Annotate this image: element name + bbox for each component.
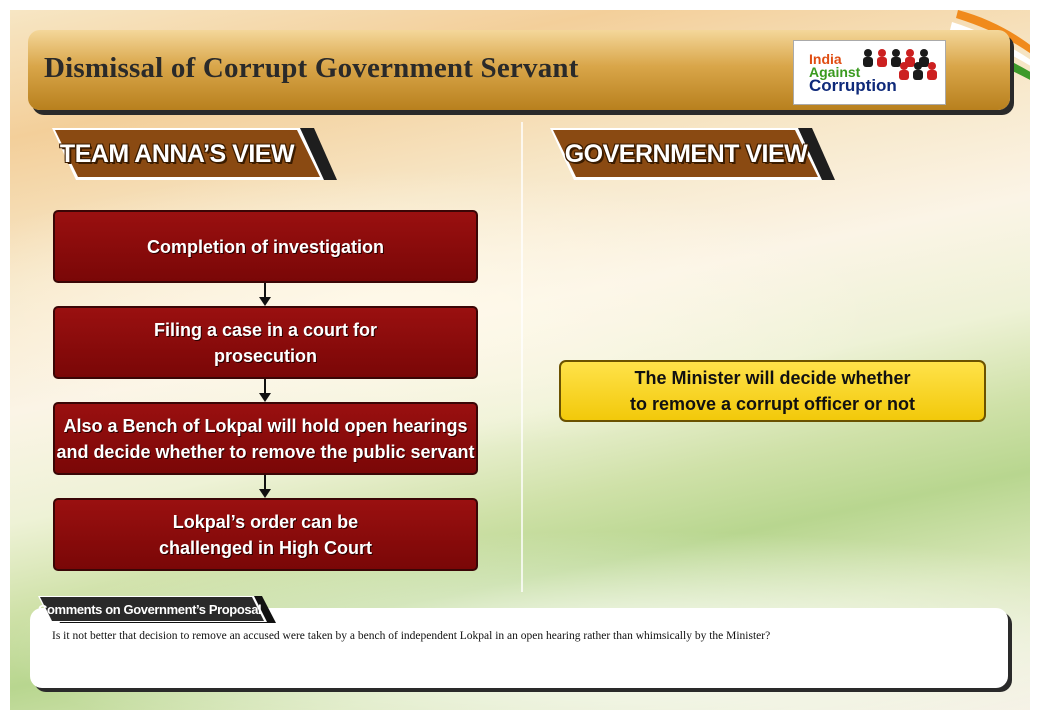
- team-anna-view-heading: TEAM ANNA’S VIEW: [59, 140, 295, 168]
- flow-arrow-2: [264, 379, 266, 400]
- logo-word-corruption: Corruption: [809, 76, 897, 95]
- step-lokpal-bench-open-hearings: Also a Bench of Lokpal will hold open hearings and decide whether to remove the public servant: [53, 402, 478, 475]
- step-lokpal-order-challenged: Lokpal’s order can be challenged in High Court: [53, 498, 478, 571]
- step-completion-of-investigation: Completion of investigation: [53, 210, 478, 283]
- slide-canvas: [10, 10, 1030, 710]
- flow-arrow-1: [264, 283, 266, 304]
- comments-tab-label: Comments on Government’s Proposal: [38, 602, 262, 617]
- india-against-corruption-logo: [793, 40, 946, 105]
- column-divider: [521, 122, 523, 592]
- page-title: Dismissal of Corrupt Government Servant: [44, 52, 579, 84]
- logo-word-india: India: [809, 51, 842, 67]
- government-view-banner: [550, 128, 835, 180]
- team-anna-view-banner: [52, 128, 337, 180]
- people-silhouettes-icon: [860, 48, 940, 82]
- flow-arrow-3: [264, 475, 266, 496]
- government-minister-decides-box: The Minister will decide whether to remove a corrupt officer or not: [559, 360, 986, 422]
- government-view-heading: GOVERNMENT VIEW: [564, 140, 808, 168]
- comments-tab: [38, 596, 278, 623]
- comment-text: Is it not better that decision to remove an accused were taken by a bench of independent Lokpal in an open hearing rather than whimsically by the Minister?: [52, 630, 771, 642]
- step-filing-case-in-court: Filing a case in a court for prosecution: [53, 306, 478, 379]
- logo-word-against: Against: [809, 64, 861, 80]
